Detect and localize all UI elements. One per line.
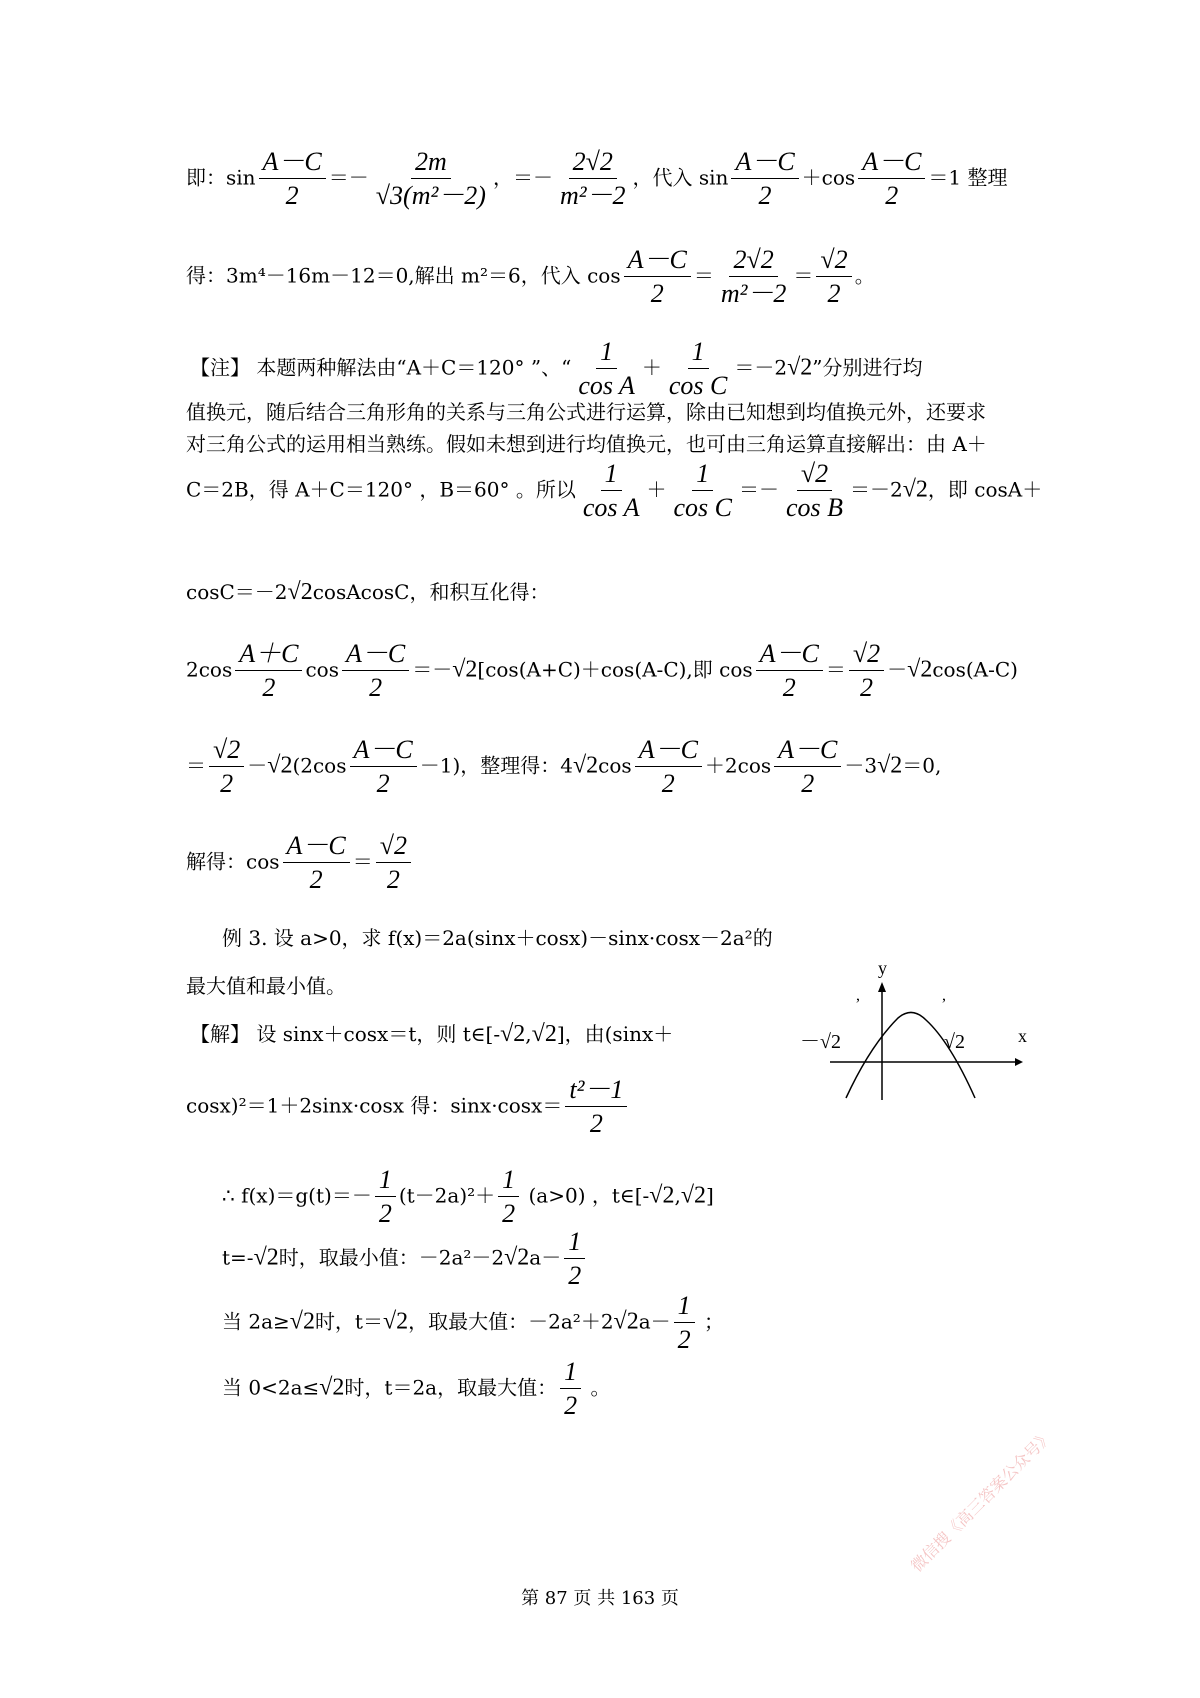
fraction: $\frac{1}{2}$ bbox=[560, 1358, 581, 1420]
text: cos bbox=[598, 753, 632, 778]
example-line: 最大值和最小值。 bbox=[186, 974, 346, 998]
sqrt: √2 bbox=[289, 1308, 315, 1335]
sqrt: √2 bbox=[500, 1021, 526, 1047]
pos-sqrt2-label: √2 bbox=[944, 1031, 965, 1053]
text: ，代入 sin bbox=[632, 165, 729, 190]
fraction: $\frac{1}{\text{cos A}}$ bbox=[578, 337, 635, 401]
tick-mark: , bbox=[942, 987, 946, 1004]
equation-line-2 bbox=[186, 246, 875, 308]
text: ]，由(sinx＋ bbox=[556, 1022, 674, 1046]
fraction: $\frac{A-C}{2}$ bbox=[635, 736, 702, 798]
text: ＝－2 bbox=[734, 355, 788, 380]
text: 解得：cos bbox=[186, 849, 280, 874]
text: 得：3m⁴－16m－12＝0,解出 m²＝6，代入 cos bbox=[186, 263, 621, 288]
sqrt: √2 bbox=[253, 1244, 279, 1271]
text: 时，t＝ bbox=[314, 1309, 383, 1334]
sqrt: √2 bbox=[649, 1182, 675, 1209]
equation-line-1 bbox=[186, 148, 1008, 210]
example-title: 例 3. 设 a>0，求 f(x)＝2a(sinx＋cosx)－sinx·cosx－2a²的 bbox=[222, 926, 773, 950]
neg-sqrt2-label: －√2 bbox=[800, 1031, 841, 1053]
solution-line bbox=[190, 1022, 673, 1046]
text: ； bbox=[697, 1309, 725, 1334]
text: ，＝－ bbox=[492, 165, 553, 190]
fraction: $\frac{√2}{2}$ bbox=[209, 736, 244, 798]
fraction: $\frac{A-C}{2}$ bbox=[259, 148, 326, 210]
equation-line-15 bbox=[222, 1166, 714, 1228]
text: [cos(A+C)＋cos(A-C),即 cos bbox=[477, 657, 753, 682]
text: ] bbox=[705, 1183, 714, 1208]
text: ＝ bbox=[825, 657, 846, 682]
text: cos bbox=[305, 657, 339, 682]
text: cosAcosC，和积互化得： bbox=[312, 580, 550, 604]
fraction: $\frac{2√2}{\text{m²－2}}$ bbox=[720, 245, 787, 309]
text: ＝ bbox=[793, 263, 814, 288]
sqrt: √2 bbox=[504, 1244, 530, 1271]
fraction: $\frac{1}{\text{cos A}}$ bbox=[582, 459, 640, 523]
equation-line-18 bbox=[222, 1358, 610, 1420]
text: ＋ bbox=[646, 477, 667, 502]
equation-line-14 bbox=[186, 1076, 630, 1138]
text: ，即 cosA＋ bbox=[927, 477, 1043, 502]
fraction: $\frac{A-C}{2}$ bbox=[350, 736, 417, 798]
fraction: $\frac{A-C}{2}$ bbox=[624, 246, 691, 308]
text: ＋cos bbox=[801, 165, 856, 190]
note-line bbox=[190, 338, 923, 400]
tick-mark: , bbox=[856, 987, 860, 1004]
text: 当 2a≥ bbox=[222, 1309, 290, 1334]
text: ＝1 整理 bbox=[928, 165, 1008, 190]
text: ＝－ bbox=[328, 165, 369, 190]
text: ＝－ bbox=[738, 477, 779, 502]
fraction: $\frac{1}{2}$ bbox=[674, 1292, 695, 1354]
equation-line-8 bbox=[186, 640, 1018, 702]
text: ＋2cos bbox=[704, 753, 772, 778]
text: 【注】 本题两种解法由“A＋C＝120° ”、“ bbox=[190, 355, 572, 380]
equation-line-9 bbox=[186, 736, 941, 798]
text: a－ bbox=[638, 1309, 671, 1334]
sqrt: √2 bbox=[907, 656, 933, 683]
text: 。 bbox=[584, 1375, 611, 1400]
fraction: $\frac{√2}{\text{cos B}}$ bbox=[785, 459, 843, 523]
fraction: $\frac{2√2}{\text{m²－2}}$ bbox=[559, 147, 626, 211]
sqrt: √2 bbox=[531, 1021, 557, 1047]
sqrt: √2 bbox=[452, 656, 478, 683]
equation-line-10 bbox=[186, 832, 414, 894]
text: t=- bbox=[222, 1245, 254, 1270]
fraction: $\frac{1}{2}$ bbox=[375, 1166, 396, 1228]
text: ＝ bbox=[186, 753, 206, 778]
fraction: $\frac{A-C}{2}$ bbox=[731, 148, 798, 210]
paragraph-line: 对三角公式的运用相当熟练。假如未想到进行均值换元，也可由三角运算直接解出：由 A＋ bbox=[186, 432, 987, 456]
text: C＝2B，得 A＋C＝120° ，B＝60° 。所以 bbox=[186, 477, 576, 502]
text: 时，t＝2a，取最大值： bbox=[344, 1375, 558, 1400]
text: ，取最大值：－2a²＋2 bbox=[408, 1309, 614, 1334]
text: , bbox=[674, 1183, 681, 1208]
sqrt: √2 bbox=[613, 1308, 639, 1335]
text: －3 bbox=[844, 753, 878, 778]
text: －1)，整理得：4 bbox=[419, 753, 573, 778]
fraction: $\frac{A-C}{2}$ bbox=[756, 640, 823, 702]
sqrt: √2 bbox=[877, 752, 903, 779]
fraction: $\frac{√2}{2}$ bbox=[376, 832, 411, 894]
x-axis-arrow bbox=[1015, 1058, 1023, 1066]
y-axis-arrow bbox=[878, 982, 886, 992]
fraction: $\frac{A+C}{2}$ bbox=[235, 640, 302, 702]
equation-line-16 bbox=[222, 1228, 588, 1290]
paragraph-line: 值换元，随后结合三角形角的关系与三角公式进行运算，除由已知想到均值换元外，还要求 bbox=[186, 400, 986, 424]
text: (a>0) ，t∈[- bbox=[522, 1183, 650, 1208]
sqrt: √2 bbox=[319, 1374, 345, 1401]
text: 时，取最小值：－2a²－2 bbox=[278, 1245, 505, 1270]
fraction: $\frac{A-C}{2}$ bbox=[774, 736, 841, 798]
text: cosx)²＝1＋2sinx·cosx 得：sinx·cosx＝ bbox=[186, 1093, 563, 1118]
equation-line-6 bbox=[186, 460, 1042, 522]
text: cos(A-C) bbox=[932, 657, 1018, 682]
text: ∴ f(x)＝g(t)＝－ bbox=[222, 1183, 372, 1208]
page-footer: 第 87 页 共 163 页 bbox=[521, 1588, 679, 1609]
text: ＝－2 bbox=[850, 477, 903, 502]
text: ＝ bbox=[352, 849, 373, 874]
equation-line-7 bbox=[186, 580, 549, 604]
fraction: $\frac{√2}{2}$ bbox=[816, 246, 851, 308]
text: ”分别进行均 bbox=[812, 355, 923, 380]
sqrt: √2 bbox=[787, 354, 813, 381]
text: a－ bbox=[529, 1245, 562, 1270]
text: , bbox=[525, 1022, 532, 1046]
equation-line-17 bbox=[222, 1292, 724, 1354]
fraction: $\frac{1}{\text{cos C}}$ bbox=[668, 337, 728, 401]
sqrt: √2 bbox=[680, 1182, 706, 1209]
text: ＋ bbox=[641, 355, 662, 380]
y-label: y bbox=[878, 960, 887, 978]
fraction: $\frac{1}{2}$ bbox=[498, 1166, 519, 1228]
fraction: $\frac{\text{t²－1}}{2}$ bbox=[565, 1076, 627, 1138]
text: － bbox=[247, 753, 268, 778]
text: － bbox=[887, 657, 908, 682]
text: 。 bbox=[854, 263, 875, 288]
text: (t－2a)²＋ bbox=[398, 1183, 496, 1208]
sqrt: √2 bbox=[267, 752, 293, 779]
text: 【解】 设 sinx＋cosx＝t，则 t∈[- bbox=[190, 1022, 501, 1046]
text: 2cos bbox=[186, 657, 233, 682]
text: cosC＝－2 bbox=[186, 580, 288, 604]
fraction: $\frac{√2}{2}$ bbox=[849, 640, 884, 702]
sqrt: √2 bbox=[382, 1308, 409, 1335]
sqrt: √2 bbox=[902, 476, 928, 503]
parabola-curve bbox=[846, 1012, 975, 1098]
fraction: $\frac{1}{\text{cos C}}$ bbox=[673, 459, 732, 523]
fraction: $\frac{1}{2}$ bbox=[564, 1228, 585, 1290]
sqrt: √2 bbox=[573, 752, 599, 779]
fraction: $\frac{2m}{\text{√3(m²－2)}}$ bbox=[375, 147, 486, 211]
fraction: $\frac{A-C}{2}$ bbox=[283, 832, 350, 894]
text: ＝－ bbox=[412, 657, 453, 682]
text: ＝0, bbox=[902, 753, 942, 778]
parabola-graph bbox=[800, 960, 1030, 1110]
fraction: $\frac{A-C}{2}$ bbox=[858, 148, 925, 210]
text: (2cos bbox=[292, 753, 347, 778]
text: 当 0<2a≤ bbox=[222, 1375, 320, 1400]
x-label: x bbox=[1018, 1026, 1027, 1046]
fraction: $\frac{A-C}{2}$ bbox=[342, 640, 409, 702]
sqrt: √2 bbox=[287, 579, 313, 605]
watermark: 微信搜《高三答案公众号》 bbox=[907, 1426, 1057, 1576]
text: 即：sin bbox=[186, 165, 256, 190]
text: ＝ bbox=[693, 263, 714, 288]
